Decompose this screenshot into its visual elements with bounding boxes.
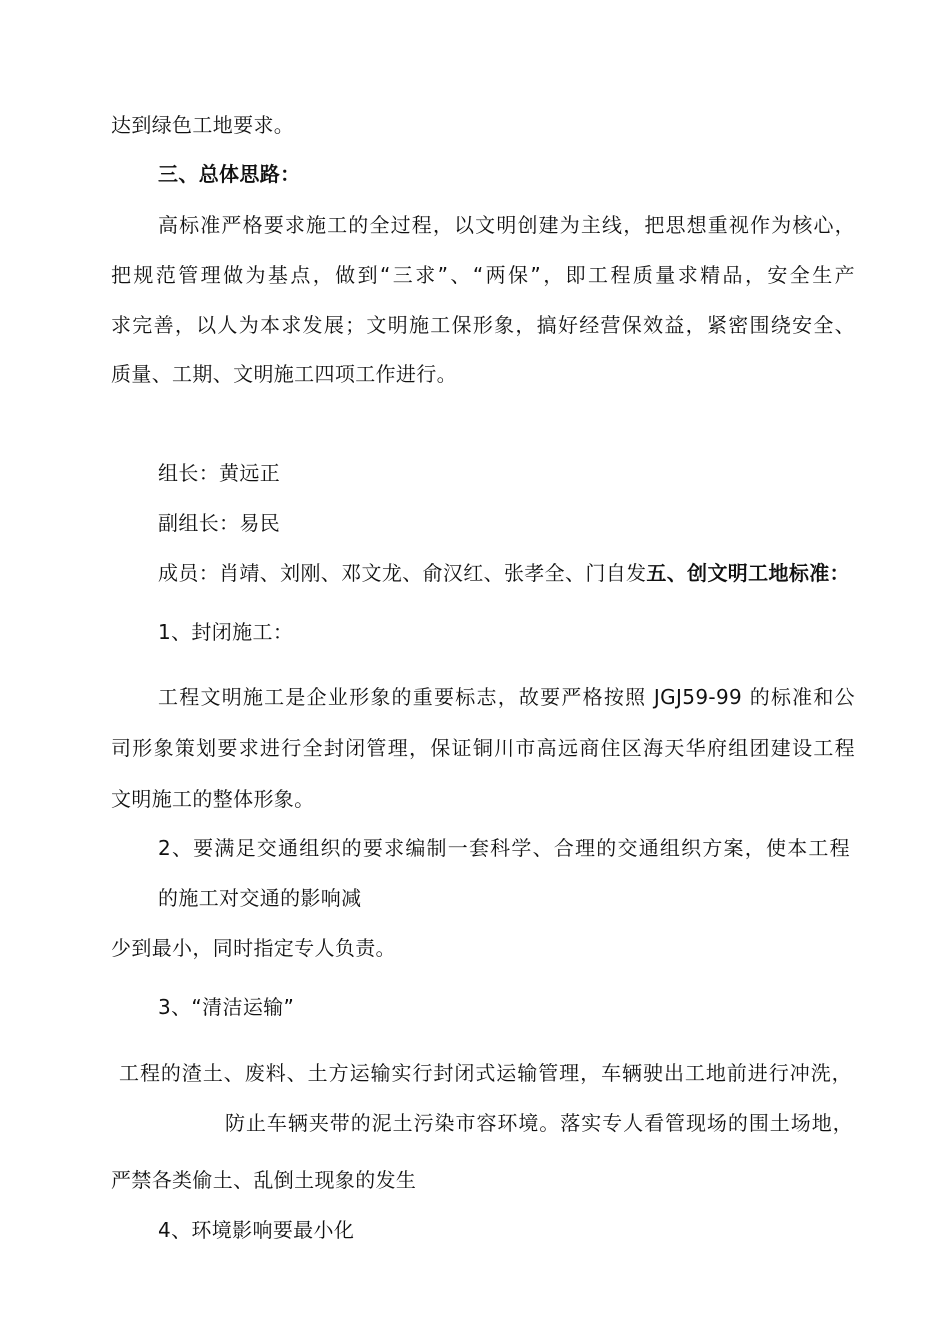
item-1-para-line: 司形象策划要求进行全封闭管理，保证铜川市高远商住区海天华府组团建设工程 xyxy=(111,736,855,760)
team-members: 成员：肖靖、刘刚、邓文龙、俞汉红、张孝全、门自发 xyxy=(158,561,647,585)
item-4-title: 4、环境影响要最小化 xyxy=(158,1218,355,1242)
item-3-line: 工程的渣土、废料、土方运输实行封闭式运输管理，车辆驶出工地前进行冲洗， xyxy=(119,1061,852,1085)
section-3-para-line: 求完善，以人为本求发展；文明施工保形象，搞好经营保效益，紧密围绕安全、 xyxy=(111,313,855,337)
item-3-title: 3、“清洁运输” xyxy=(158,995,295,1019)
item-2-line: 2、要满足交通组织的要求编制一套科学、合理的交通组织方案，使本工程 xyxy=(158,836,850,860)
section-3-para-line: 质量、工期、文明施工四项工作进行。 xyxy=(111,362,457,386)
section-3-heading: 三、总体思路： xyxy=(158,162,301,186)
item-1-title: 1、封闭施工： xyxy=(158,620,294,644)
item-2-line: 少到最小，同时指定专人负责。 xyxy=(111,936,396,960)
item-1-para-line: 文明施工的整体形象。 xyxy=(111,787,315,811)
item-3-line: 防止车辆夹带的泥土污染市容环境。落实专人看管现场的围土场地， xyxy=(225,1111,853,1135)
team-members-row xyxy=(158,560,850,586)
item-2-line: 的施工对交通的影响减 xyxy=(158,886,362,910)
section-3-para-line: 高标准严格要求施工的全过程，以文明创建为主线，把思想重视作为核心， xyxy=(158,213,855,237)
section-5-heading: 五、创文明工地标准： xyxy=(646,561,850,585)
item-1-para-line: 工程文明施工是企业形象的重要标志，故要严格按照 JGJ59-99 的标准和公 xyxy=(158,685,855,709)
item-3-line: 严禁各类偷土、乱倒土现象的发生 xyxy=(111,1168,417,1192)
team-leader: 组长：黄远正 xyxy=(158,461,281,485)
section-3-para-line: 把规范管理做为基点，做到“三求”、“两保”，即工程质量求精品，安全生产 xyxy=(111,263,855,287)
team-deputy: 副组长：易民 xyxy=(158,511,281,535)
intro-tail-text: 达到绿色工地要求。 xyxy=(111,113,295,137)
